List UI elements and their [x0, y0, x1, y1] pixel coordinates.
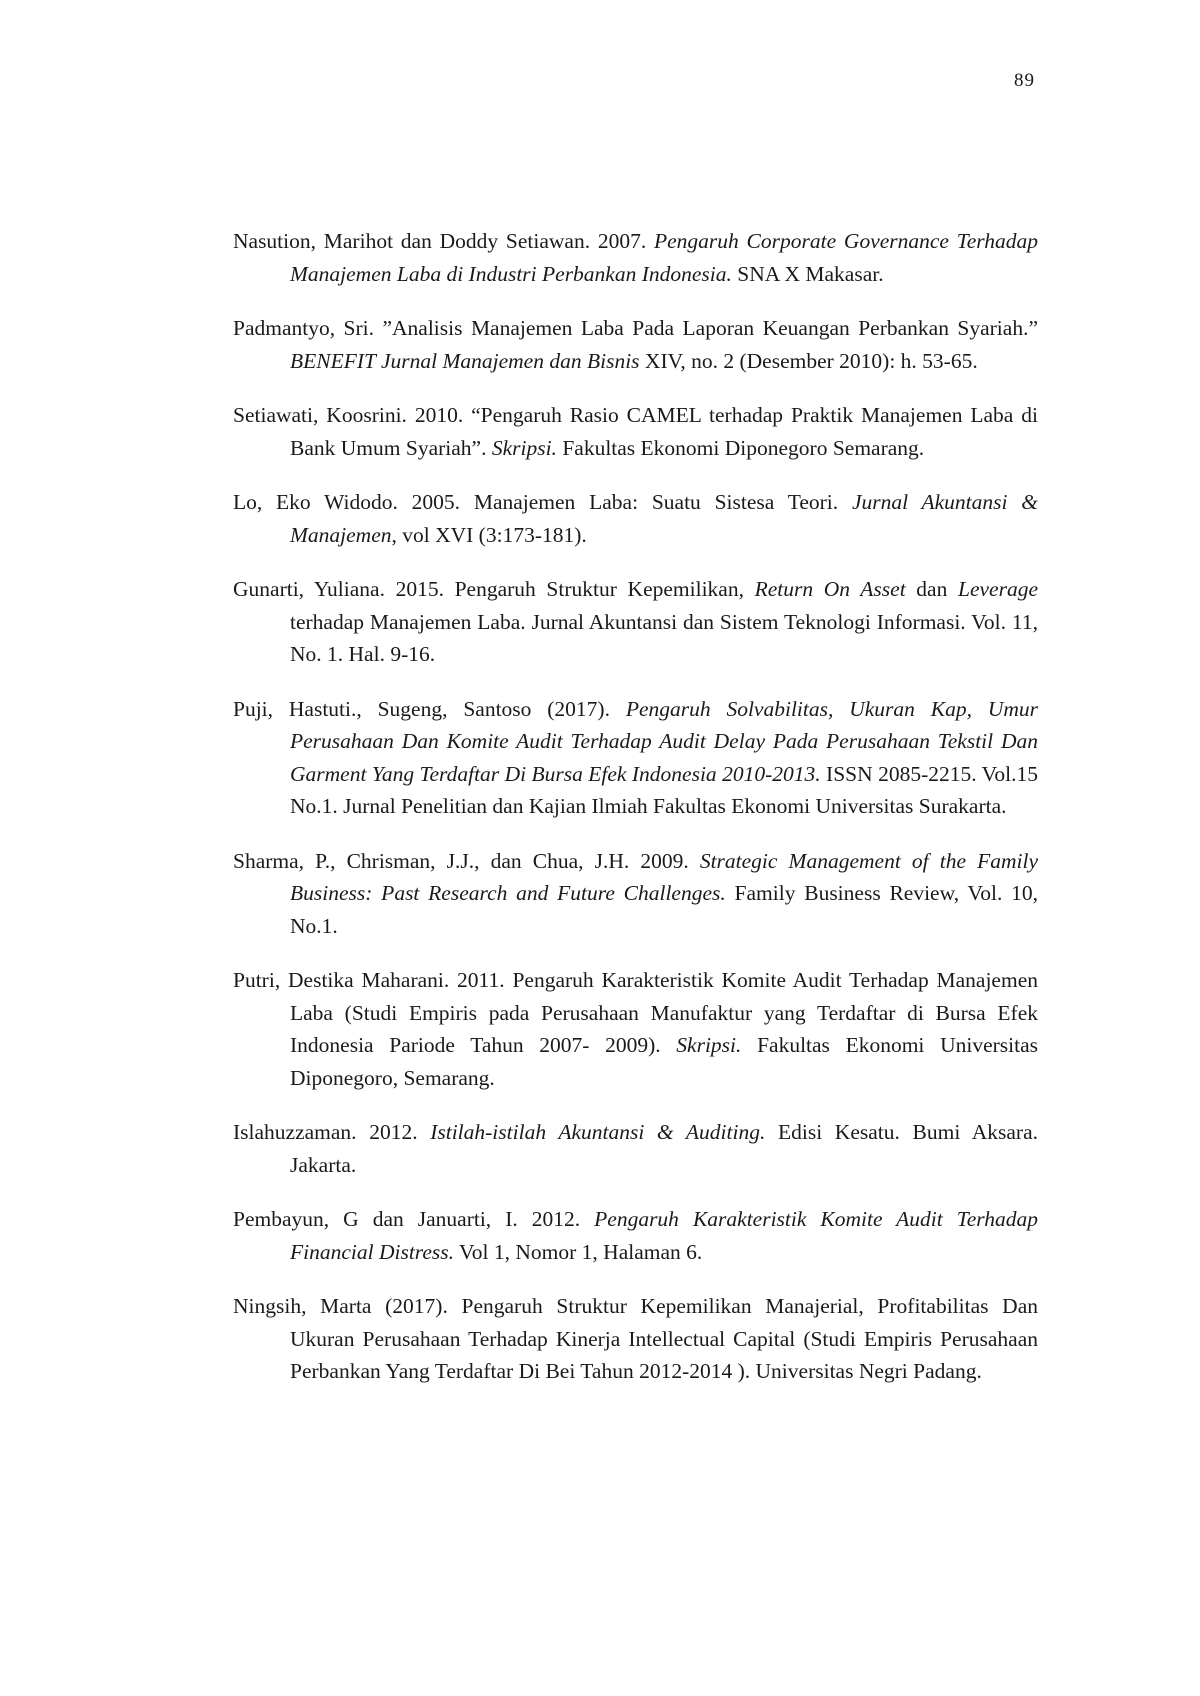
reference-text: terhadap Manajemen Laba. Jurnal Akuntansi dan Sistem Teknologi Informasi. Vol. 11, No. 1. Hal. 9-16.	[290, 609, 1038, 666]
reference-text: Gunarti, Yuliana. 2015. Pengaruh Struktur Kepemilikan,	[233, 577, 755, 601]
reference-text: Family Business Review, Vol. 10, No.1.	[290, 881, 1038, 938]
reference-text: XIV, no. 2 (Desember 2010): h. 53-65.	[639, 348, 978, 373]
reference-entry	[233, 486, 1038, 551]
reference-text: Vol 1, Nomor 1, Halaman 6.	[454, 1239, 703, 1264]
reference-entry	[233, 225, 1038, 290]
reference-entry	[233, 693, 1038, 823]
reference-title: Strategic Management of the Family Business: Past Research and Future Challenges.	[290, 848, 1038, 905]
reference-text: Fakultas Ekonomi Universitas Diponegoro, Semarang.	[290, 1033, 1038, 1090]
reference-title: Jurnal Akuntansi & Manajemen	[290, 490, 1038, 547]
reference-text: dan	[905, 577, 958, 601]
reference-entry	[233, 845, 1038, 943]
reference-text: Setiawati, Koosrini. 2010. “Pengaruh Rasio CAMEL terhadap Praktik Manajemen Laba di Bank Umum Syariah”.	[233, 403, 1038, 460]
reference-entry	[233, 1116, 1038, 1181]
reference-title: Pengaruh Karakteristik Komite Audit Terhadap Financial Distress.	[290, 1207, 1038, 1264]
reference-text: Sharma, P., Chrisman, J.J., dan Chua, J.H. 2009.	[233, 848, 700, 873]
reference-entry	[233, 1203, 1038, 1268]
reference-title: BENEFIT Jurnal Manajemen dan Bisnis	[290, 348, 640, 373]
reference-text: Ningsih, Marta (2017). Pengaruh Struktur Kepemilikan Manajerial, Profitabilitas Dan Ukuran Perusahaan Terhadap Kinerja Intellectual Capital (Studi Empiris Perusahaan Perbankan Yang Terdaftar Di Bei Tahun 2012-2014 ). Universitas Negri Padang.	[233, 1294, 1038, 1383]
reference-text: Fakultas Ekonomi Diponegoro Semarang.	[556, 435, 925, 460]
reference-entry	[233, 1290, 1038, 1388]
reference-title: Skripsi.	[491, 435, 557, 460]
reference-title: Pengaruh Solvabilitas, Ukuran Kap, Umur Perusahaan Dan Komite Audit Terhadap Audit Delay Pada Perusahaan Tekstil Dan Garment Yang Terdaftar Di Bursa Efek Indonesia 2010-2013.	[290, 696, 1038, 786]
reference-text: , vol XVI (3:173-181).	[391, 522, 587, 547]
reference-text: Putri, Destika Maharani. 2011. Pengaruh Karakteristik Komite Audit Terhadap Manajemen Laba (Studi Empiris pada Perusahaan Manufaktur yang Terdaftar di Bursa Efek Indonesia Pariode Tahun 2007- 2009).	[233, 968, 1038, 1057]
reference-title: Return On Asset	[754, 577, 906, 601]
reference-text: Nasution, Marihot dan Doddy Setiawan. 2007.	[233, 229, 654, 253]
reference-text: Pembayun, G dan Januarti, I. 2012.	[233, 1207, 595, 1231]
reference-text: Edisi Kesatu. Bumi Aksara. Jakarta.	[290, 1120, 1039, 1177]
reference-entry	[233, 312, 1038, 377]
reference-list	[233, 225, 1038, 1410]
reference-text: Lo, Eko Widodo. 2005. Manajemen Laba: Suatu Sistesa Teori.	[233, 490, 852, 514]
reference-text: Puji, Hastuti., Sugeng, Santoso (2017).	[233, 696, 626, 721]
reference-title: Istilah-istilah Akuntansi & Auditing.	[430, 1120, 766, 1144]
reference-text: SNA X Makasar.	[731, 261, 884, 286]
reference-entry	[233, 964, 1038, 1094]
reference-text: Padmantyo, Sri. ”Analisis Manajemen Laba Pada Laporan Keuangan Perbankan Syariah.”	[233, 316, 1038, 340]
reference-entry	[233, 399, 1038, 464]
reference-text: ISSN 2085-2215. Vol.15 No.1. Jurnal Penelitian dan Kajian Ilmiah Fakultas Ekonomi Universitas Surakarta.	[290, 761, 1038, 818]
reference-title: Pengaruh Corporate Governance Terhadap Manajemen Laba di Industri Perbankan Indonesia.	[290, 229, 1038, 286]
reference-title: Leverage	[958, 577, 1038, 601]
page-number: 89	[1014, 70, 1035, 91]
reference-text: Islahuzzaman. 2012.	[233, 1120, 431, 1144]
reference-title: Skripsi.	[676, 1033, 742, 1057]
reference-entry	[233, 573, 1038, 671]
